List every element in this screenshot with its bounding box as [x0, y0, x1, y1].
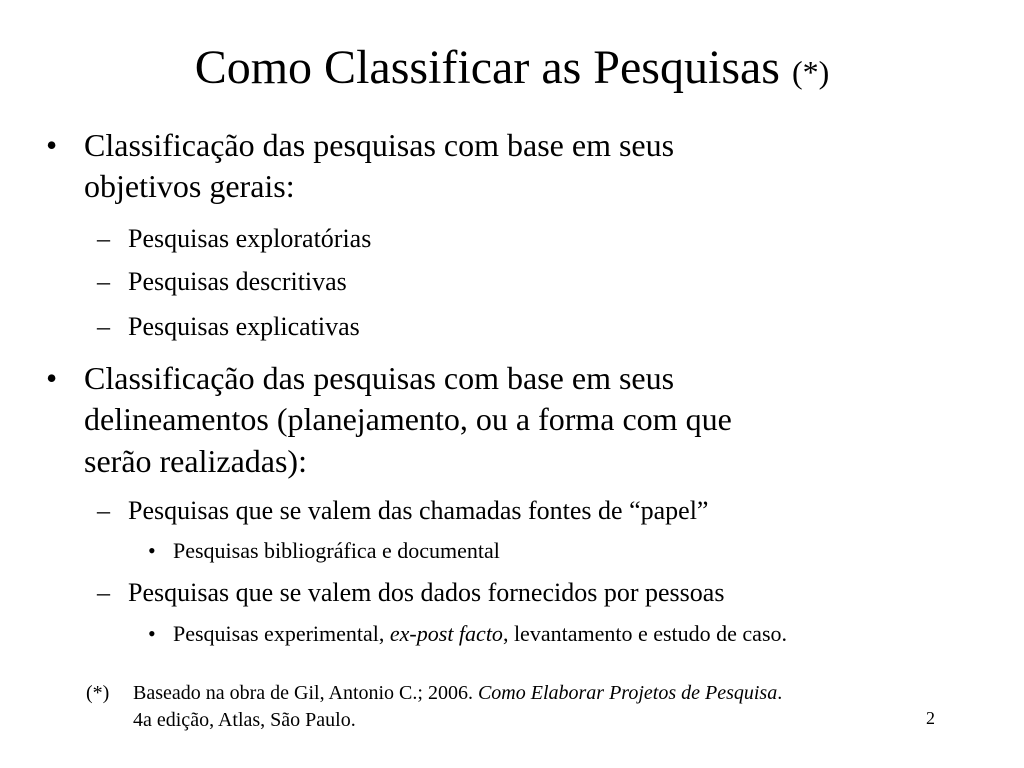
dash-symbol: –: [97, 267, 110, 296]
footnote-mark: (*): [86, 682, 110, 704]
title-text: Como Classificar as Pesquisas: [194, 41, 780, 94]
subitem-text: Pesquisas que se valem dos dados fornecidos por pessoas: [128, 578, 725, 607]
bullet-symbol: •: [148, 538, 156, 563]
subitem-text: Pesquisas explicativas: [128, 312, 360, 341]
footnote-text: [133, 680, 782, 734]
bullet-symbol: •: [46, 360, 58, 396]
page-number: 2: [926, 708, 935, 728]
footnote-line: [133, 680, 782, 707]
dash-symbol: –: [97, 224, 110, 253]
bullet-text: delineamentos (planejamento, ou a forma com que: [84, 401, 732, 437]
subitem-text: Pesquisas que se valem das chamadas fontes de “papel”: [128, 496, 709, 525]
text-run: Baseado na obra de Gil, Antonio C.; 2006.: [133, 682, 478, 704]
book-title: Como Elaborar Projetos de Pesquisa: [477, 682, 778, 704]
subitem-text: Pesquisas descritivas: [128, 267, 347, 296]
footnote-line: 4a edição, Atlas, São Paulo.: [133, 709, 356, 731]
bullet-symbol: •: [46, 127, 58, 163]
bullet-text: Classificação das pesquisas com base em seus: [84, 127, 675, 163]
dash-symbol: –: [97, 496, 110, 525]
dash-symbol: –: [97, 578, 110, 607]
bullet-symbol: •: [148, 621, 156, 646]
text-run: .: [777, 682, 783, 704]
text-run: Pesquisas experimental,: [173, 621, 390, 646]
subitem-text: Pesquisas exploratórias: [128, 224, 372, 253]
bullet-text: objetivos gerais:: [84, 168, 295, 204]
italic-text-run: ex-post facto: [389, 621, 503, 646]
bullet-text: serão realizadas):: [84, 443, 307, 479]
subsubitem-text: [173, 621, 787, 647]
text-run: , levantamento e estudo de caso.: [502, 621, 788, 646]
title-footnote-mark: (*): [791, 54, 830, 90]
dash-symbol: –: [97, 312, 110, 341]
bullet-text: Classificação das pesquisas com base em seus: [84, 360, 675, 396]
subsubitem-text: Pesquisas bibliográfica e documental: [173, 538, 500, 563]
slide-title: [0, 40, 1024, 100]
